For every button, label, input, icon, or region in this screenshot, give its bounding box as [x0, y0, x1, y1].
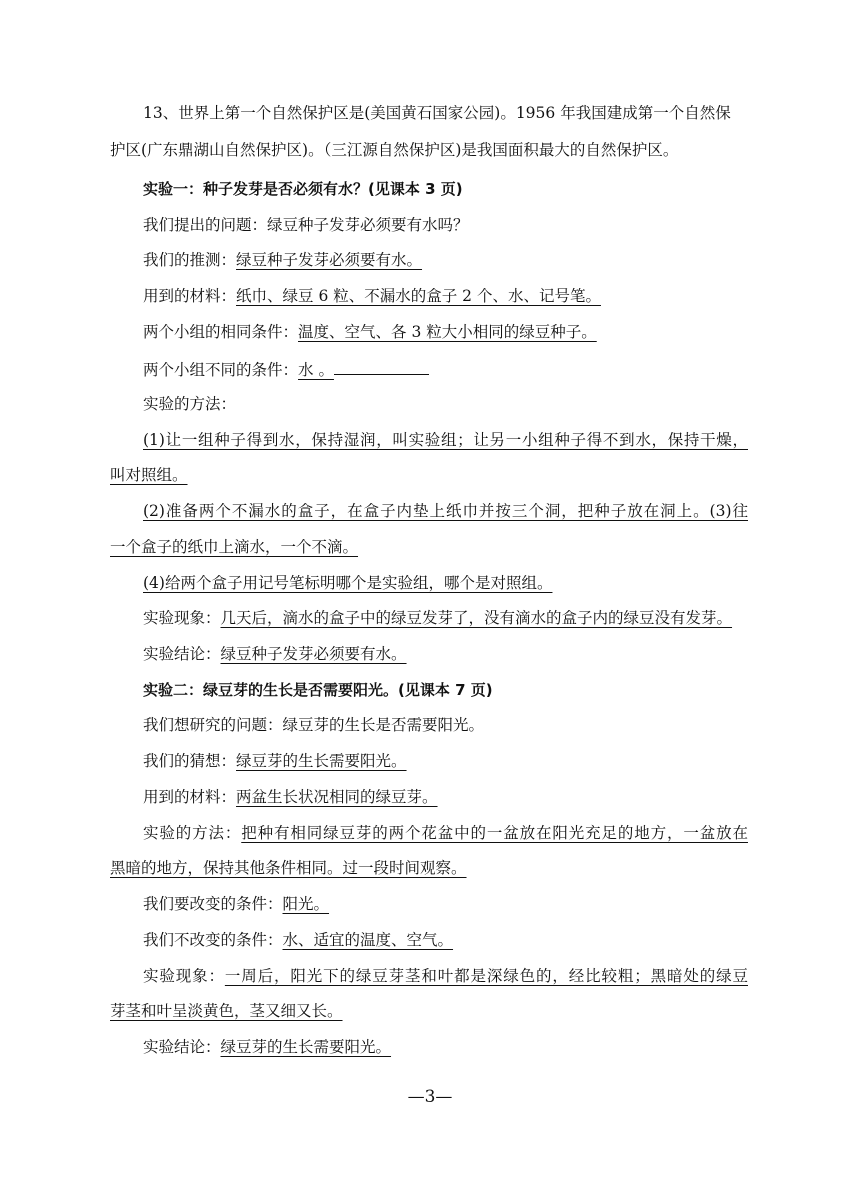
field-label: 我们要改变的条件： — [143, 895, 283, 913]
experiment-1-phenomenon — [143, 607, 732, 629]
answer-text: 绿豆芽的生长需要阳光。 — [236, 752, 407, 770]
method-step-1-line-2: 叫对照组。 — [110, 466, 188, 484]
answer-text: 绿豆芽的生长需要阳光。 — [220, 1038, 392, 1056]
experiment-2-conclusion — [143, 1036, 391, 1058]
experiment-2-materials — [143, 786, 438, 808]
field-label: 实验的方法： — [143, 824, 242, 842]
answer-text: 一周后，阳光下的绿豆芽茎和叶都是深绿色的，经比较粗；黑暗处的绿豆 — [224, 967, 748, 985]
experiment-2-phenomenon-line-2: 芽茎和叶呈淡黄色，茎又细又长。 — [110, 1002, 343, 1020]
item-13-line-2: 护区(广东鼎湖山自然保护区)。（三江源自然保护区)是我国面积最大的自然保护区。 — [110, 141, 679, 159]
answer-text: 绿豆种子发芽必须要有水。 — [236, 251, 423, 269]
field-label: 我们的猜想： — [143, 752, 237, 770]
experiment-2-method-line-1 — [143, 822, 748, 844]
experiment-2-phenomenon-line-1 — [143, 965, 748, 987]
field-label: 实验现象： — [143, 609, 221, 627]
experiment-1-method-label: 实验的方法： — [143, 395, 237, 413]
experiment-1-guess — [143, 249, 422, 271]
field-label: 我们的推测： — [143, 251, 237, 269]
field-label: 我们不改变的条件： — [143, 931, 283, 949]
method-step-4: (4)给两个盒子用记号笔标明哪个是实验组，哪个是对照组。 — [143, 574, 553, 592]
answer-text: 两盆生长状况相同的绿豆芽。 — [236, 788, 438, 806]
answer-text: 水、适宜的温度、空气。 — [282, 931, 454, 949]
method-step-2-line-2: 一个盒子的纸巾上滴水，一个不滴。 — [110, 538, 359, 556]
page-number: —3— — [407, 1087, 453, 1107]
answer-text: 几天后，滴水的盒子中的绿豆发芽了，没有滴水的盒子内的绿豆没有发芽。 — [220, 609, 733, 627]
experiment-1-conclusion — [143, 643, 407, 665]
item-13-line-1: 13、世界上第一个自然保护区是(美国黄石国家公园)。1956 年我国建成第一个自然保 — [143, 104, 731, 122]
experiment-2-changed-condition — [143, 893, 329, 915]
experiment-1-question: 我们提出的问题：绿豆种子发芽必须要有水吗？ — [143, 216, 469, 234]
field-label: 实验现象： — [143, 967, 225, 985]
method-step-2-line-1: (2)准备两个不漏水的盒子，在盒子内垫上纸巾并按三个洞，把种子放在洞上。(3)往 — [143, 502, 748, 520]
answer-text: 阳光。 — [282, 895, 330, 913]
experiment-2-method-line-2: 黑暗的地方，保持其他条件相同。过一段时间观察。 — [110, 859, 467, 877]
field-label: 两个小组的相同条件： — [143, 323, 299, 341]
answer-text: 绿豆种子发芽必须要有水。 — [220, 645, 407, 663]
field-label: 用到的材料： — [143, 287, 237, 305]
experiment-1-heading: 实验一：种子发芽是否必须有水？(见课本 3 页) — [143, 180, 463, 198]
field-label: 用到的材料： — [143, 788, 237, 806]
field-label: 实验结论： — [143, 645, 221, 663]
answer-blank — [334, 357, 429, 375]
experiment-1-materials — [143, 285, 601, 307]
answer-text: 温度、空气、各 3 粒大小相同的绿豆种子。 — [298, 323, 597, 341]
field-label: 两个小组不同的条件： — [143, 361, 299, 379]
experiment-2-question: 我们想研究的问题：绿豆芽的生长是否需要阳光。 — [143, 716, 485, 734]
experiment-1-different-conditions — [143, 357, 429, 381]
experiment-2-heading: 实验二：绿豆芽的生长是否需要阳光。(见课本 7 页) — [143, 681, 493, 699]
experiment-2-unchanged-conditions — [143, 929, 453, 951]
answer-text: 水 。 — [298, 361, 334, 379]
experiment-1-same-conditions — [143, 321, 597, 343]
experiment-2-guess — [143, 750, 407, 772]
answer-text: 把种有相同绿豆芽的两个花盆中的一盆放在阳光充足的地方，一盆放在 — [241, 824, 748, 842]
field-label: 实验结论： — [143, 1038, 221, 1056]
answer-text: 纸巾、绿豆 6 粒、不漏水的盒子 2 个、水、记号笔。 — [236, 287, 601, 305]
method-step-1-line-1: (1)让一组种子得到水，保持湿润，叫实验组；让另一小组种子得不到水，保持干燥， — [143, 431, 748, 449]
